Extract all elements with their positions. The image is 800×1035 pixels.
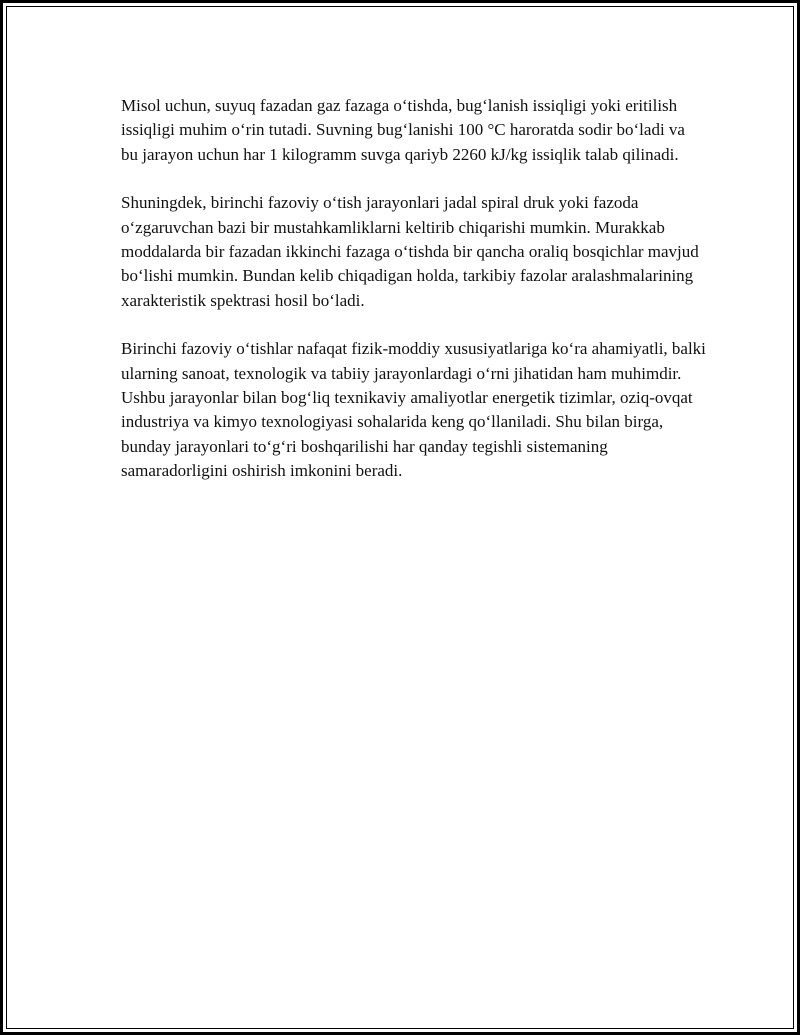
- paragraph-3: Birinchi fazoviy o‘tishlar nafaqat fizik-moddiy xususiyatlariga ko‘ra ahamiyatli, balki ularning sanoat, texnologik va tabiiy jarayonlardagi o‘rni jihatidan ham muhimdir. Ushbu jarayonlar bilan bog‘liq texnikaviy amaliyotlar energetik tizimlar, oziq-ovqat industriya va kimyo texnologiyasi sohalarida keng qo‘llaniladi. Shu bilan birga, bunday jarayonlari to‘g‘ri boshqarilishi har qanday tegishli sistemaning samaradorligini oshirish imkonini beradi.: [121, 339, 706, 481]
- document-body: [121, 94, 706, 508]
- paragraph-1: Misol uchun, suyuq fazadan gaz fazaga o‘tishda, bug‘lanish issiqligi yoki eritilish issiqligi muhim o‘rin tutadi. Suvning bug‘lanishi 100 °C haroratda sodir bo‘ladi va bu jarayon uchun har 1 kilogramm suvga qariyb 2260 kJ/kg issiqlik talab qilinadi.: [121, 96, 685, 164]
- paragraph-2: Shuningdek, birinchi fazoviy o‘tish jarayonlari jadal spiral druk yoki fazoda o‘zgaruvchan bazi bir mustahkamliklarni keltirib chiqarishi mumkin. Murakkab moddalarda bir fazadan ikkinchi fazaga o‘tishda bir qancha oraliq bosqichlar mavjud bo‘lishi mumkin. Bundan kelib chiqadigan holda, tarkibiy fazolar aralashmalarining xarakteristik spektrasi hosil bo‘ladi.: [121, 193, 699, 310]
